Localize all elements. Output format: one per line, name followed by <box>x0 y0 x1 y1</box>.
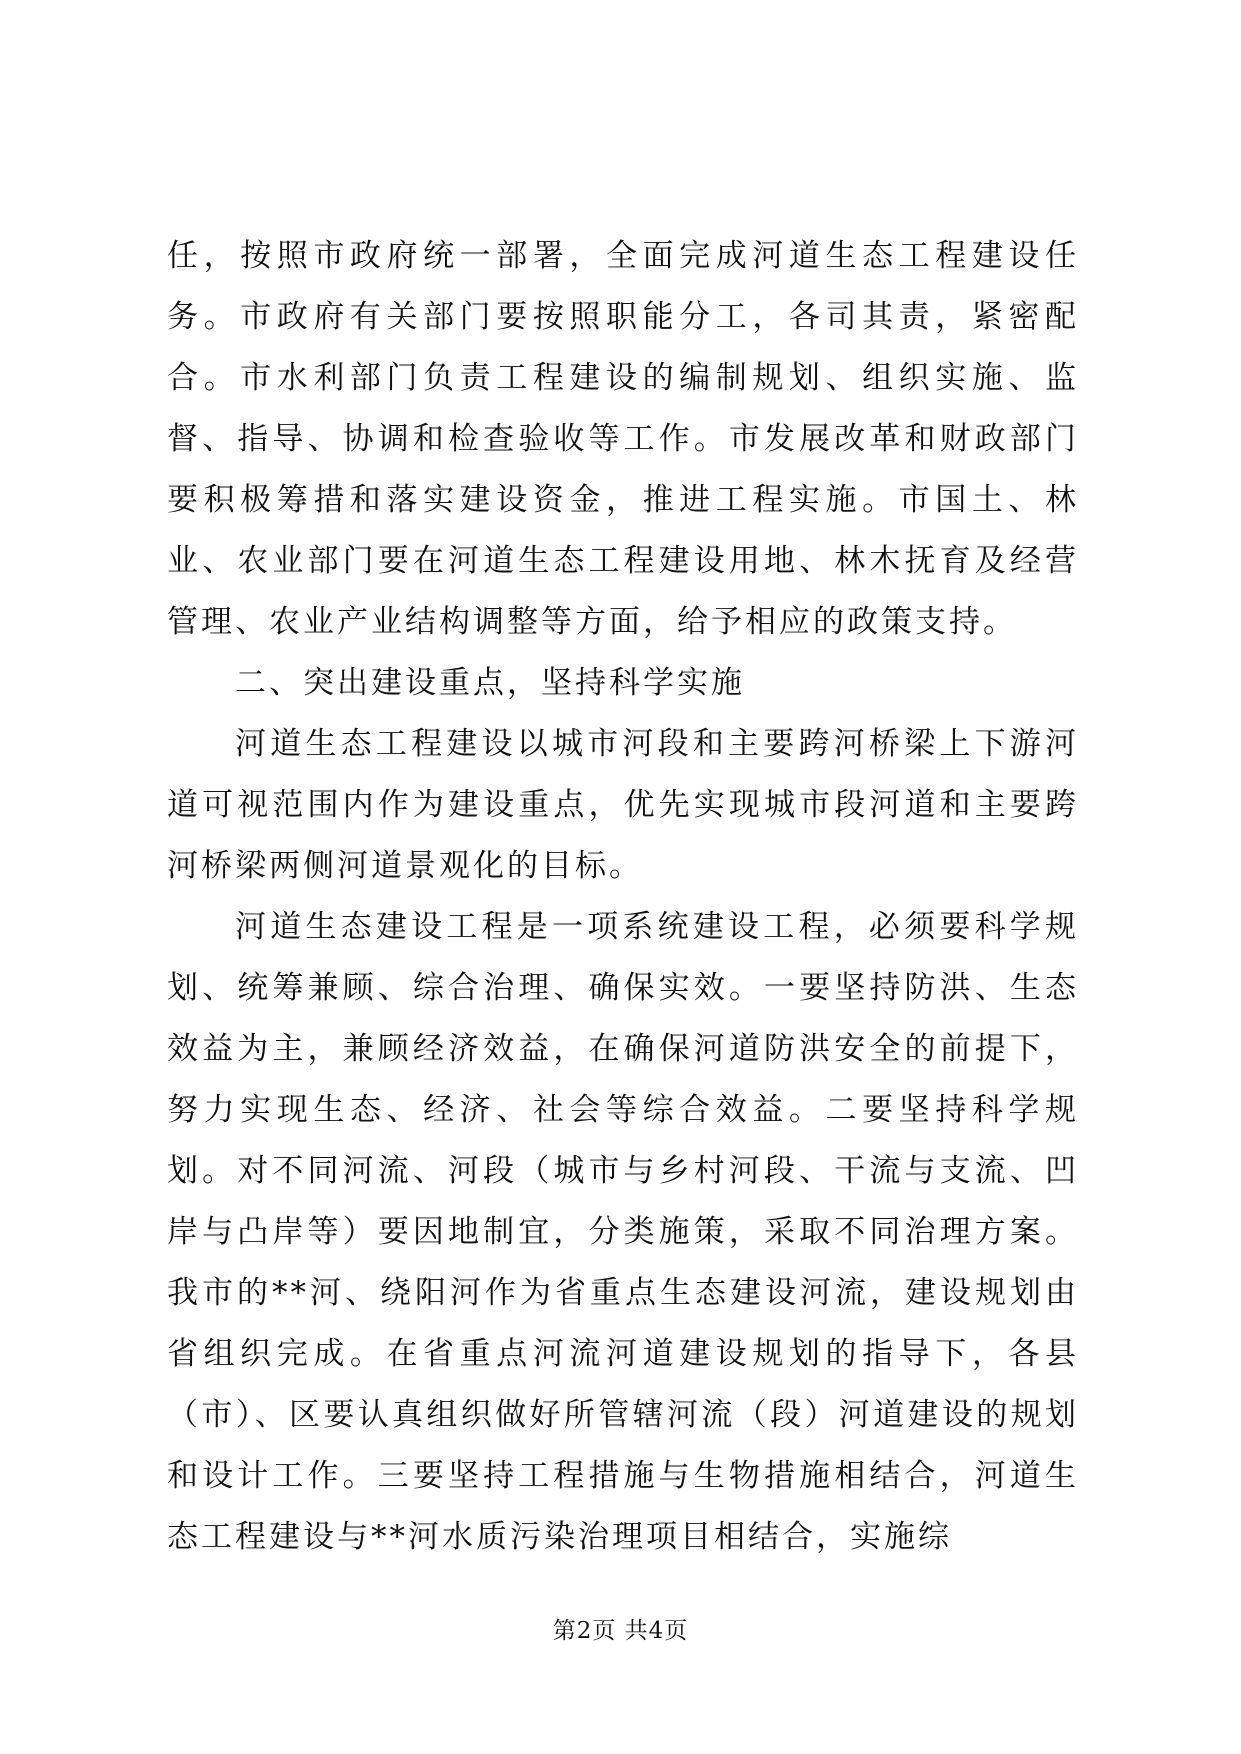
document-body <box>167 226 1079 1568</box>
paragraph-scientific-planning: 河道生态建设工程是一项系统建设工程，必须要科学规划、统筹兼顾、综合治理、确保实效。一要坚持防洪、生态效益为主，兼顾经济效益，在确保河道防洪安全的前提下，努力实现生态、经济、社会等综合效益。二要坚持科学规划。对不同河流、河段（城市与乡村河段、干流与支流、凹岸与凸岸等）要因地制宜，分类施策，采取不同治理方案。我市的**河、绕阳河作为省重点生态建设河流，建设规划由省组织完成。在省重点河流河道建设规划的指导下，各县（市）、区要认真组织做好所管辖河流（段）河道建设的规划和设计工作。三要坚持工程措施与生物措施相结合，河道生态工程建设与**河水质污染治理项目相结合，实施综 <box>167 909 1079 1555</box>
section-heading: 二、突出建设重点，坚持科学实施 <box>235 665 745 701</box>
paragraph-responsibilities: 任，按照市政府统一部署，全面完成河道生态工程建设任务。市政府有关部门要按照职能分工，各司其责，紧密配合。市水利部门负责工程建设的编制规划、组织实施、监督、指导、协调和检查验收等工作。市发展改革和财政部门要积极筹措和落实建设资金，推进工程实施。市国土、林业、农业部门要在河道生态工程建设用地、林木抚育及经营管理、农业产业结构调整等方面，给予相应的政策支持。 <box>167 238 1079 640</box>
paragraph-construction-focus: 河道生态工程建设以城市河段和主要跨河桥梁上下游河道可视范围内作为建设重点，优先实现城市段河道和主要跨河桥梁两侧河道景观化的目标。 <box>167 726 1079 884</box>
page-footer: 第2页 共4页 <box>552 1618 689 1644</box>
